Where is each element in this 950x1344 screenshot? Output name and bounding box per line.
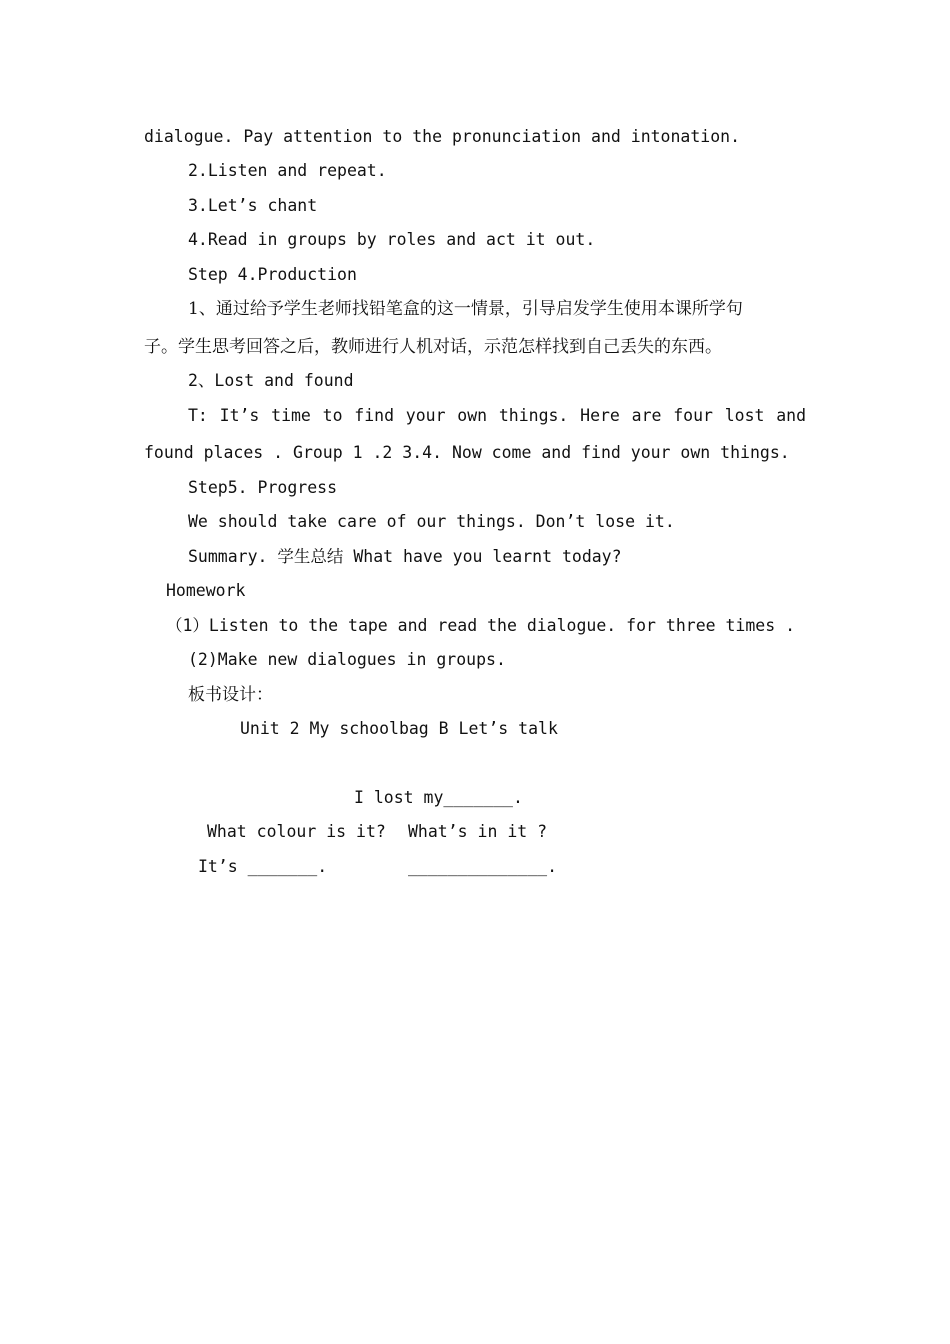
section-heading: 板书设计： [188, 685, 273, 705]
text-line: We should take care of our things. Don’t lose it. [188, 512, 675, 531]
text-line: 1、通过给予学生老师找铅笔盒的这一情景，引导启发学生使用本课所学句 [188, 299, 743, 319]
list-item: （1）Listen to the tape and read the dialogue. for three times . [166, 616, 796, 635]
text-line: T: It’s time to find your own things. Here are four lost and [188, 406, 806, 425]
board-line: I lost my_______. [354, 788, 523, 807]
text-line: dialogue. Pay attention to the pronunciation and intonation. [144, 127, 741, 146]
step-heading: Step5. Progress [188, 478, 338, 497]
list-item: 3.Let’s chant [188, 196, 318, 215]
text-line: Summary. 学生总结 What have you learnt today? [188, 547, 622, 566]
board-title: Unit 2 My schoolbag B Let’s talk [240, 719, 558, 738]
list-item: (2)Make new dialogues in groups. [188, 650, 506, 669]
section-heading: Homework [166, 581, 246, 600]
list-item: 2、Lost and found [188, 371, 354, 390]
board-line: What’s in it ? [408, 822, 548, 841]
board-line: It’s _______. [198, 857, 328, 876]
board-line: ______________. [408, 857, 558, 876]
step-heading: Step 4.Production [188, 265, 357, 284]
list-item: 2.Listen and repeat. [188, 161, 387, 180]
text-line: 子。学生思考回答之后，教师进行人机对话，示范怎样找到自己丢失的东西。 [144, 337, 722, 357]
text-line: found places . Group 1 .2 3.4. Now come and find your own things. [144, 443, 790, 462]
list-item: 4.Read in groups by roles and act it out. [188, 230, 596, 249]
board-line: What colour is it? [207, 822, 386, 841]
